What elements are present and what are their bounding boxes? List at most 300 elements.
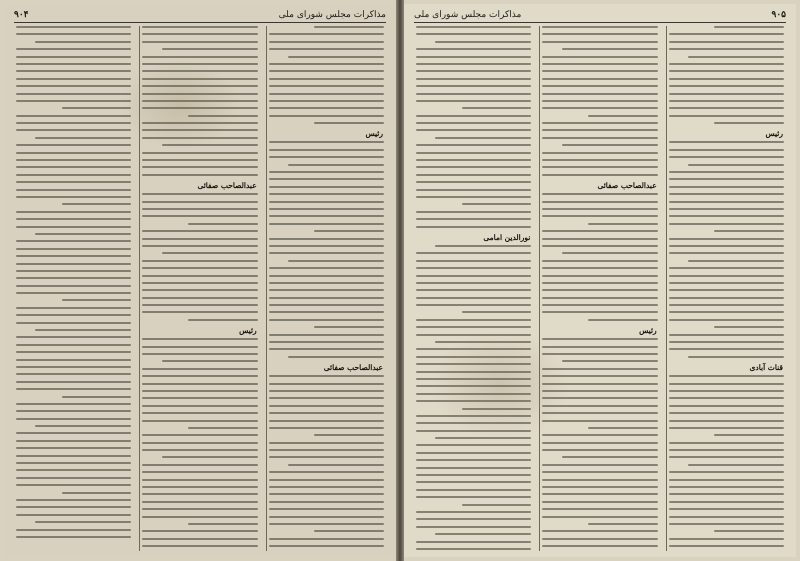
text-line bbox=[269, 341, 384, 343]
text-line bbox=[542, 230, 657, 232]
text-line bbox=[714, 122, 784, 124]
text-line bbox=[269, 516, 384, 518]
text-line bbox=[62, 203, 132, 205]
text-line bbox=[542, 311, 657, 313]
text-line bbox=[542, 412, 657, 414]
text-line bbox=[16, 56, 131, 58]
text-line bbox=[542, 338, 657, 340]
text-line bbox=[669, 348, 784, 350]
text-line bbox=[416, 93, 531, 95]
text-line bbox=[669, 78, 784, 80]
text-line bbox=[314, 530, 384, 532]
text-line bbox=[416, 548, 531, 550]
text-line bbox=[416, 385, 531, 387]
text-line bbox=[416, 252, 531, 254]
text-line bbox=[142, 516, 257, 518]
text-line bbox=[714, 230, 784, 232]
text-line bbox=[269, 63, 384, 65]
text-line bbox=[669, 449, 784, 451]
text-line bbox=[416, 319, 531, 321]
text-line bbox=[16, 122, 131, 124]
text-line bbox=[162, 456, 258, 458]
text-line bbox=[16, 93, 131, 95]
text-line bbox=[669, 456, 784, 458]
speaker-name: رئیس bbox=[365, 129, 383, 139]
text-line bbox=[142, 297, 257, 299]
text-line bbox=[669, 115, 784, 117]
text-line bbox=[62, 299, 132, 301]
text-line bbox=[669, 304, 784, 306]
text-line bbox=[269, 107, 384, 109]
text-line bbox=[542, 538, 657, 540]
text-line bbox=[669, 493, 784, 495]
text-line bbox=[16, 536, 131, 538]
text-line bbox=[542, 375, 657, 377]
text-line bbox=[269, 238, 384, 240]
text-line bbox=[669, 156, 784, 158]
text-line bbox=[16, 277, 131, 279]
text-line bbox=[188, 319, 258, 321]
text-line bbox=[16, 292, 131, 294]
text-line bbox=[269, 456, 384, 458]
text-line bbox=[435, 341, 531, 343]
text-line bbox=[269, 334, 384, 336]
text-line bbox=[542, 405, 657, 407]
text-line bbox=[142, 122, 257, 124]
text-line bbox=[542, 122, 657, 124]
text-line bbox=[142, 449, 257, 451]
text-line bbox=[416, 129, 531, 131]
text-line bbox=[16, 255, 131, 257]
text-line bbox=[142, 383, 257, 385]
text-line bbox=[669, 297, 784, 299]
text-line bbox=[669, 486, 784, 488]
text-line bbox=[542, 508, 657, 510]
text-line bbox=[16, 211, 131, 213]
text-line bbox=[269, 479, 384, 481]
text-line bbox=[669, 420, 784, 422]
text-line bbox=[542, 471, 657, 473]
text-line bbox=[16, 181, 131, 183]
text-line bbox=[16, 381, 131, 383]
text-line bbox=[16, 218, 131, 220]
text-line bbox=[416, 152, 531, 154]
text-line bbox=[142, 434, 257, 436]
text-line bbox=[269, 267, 384, 269]
text-line bbox=[142, 282, 257, 284]
text-line bbox=[269, 156, 384, 158]
text-line bbox=[416, 541, 531, 543]
right-page-title: مذاکرات مجلس شورای ملی bbox=[414, 10, 522, 20]
text-line bbox=[62, 396, 132, 398]
text-line bbox=[416, 518, 531, 520]
text-line bbox=[16, 499, 131, 501]
text-line bbox=[669, 70, 784, 72]
text-line bbox=[142, 530, 257, 532]
text-line bbox=[416, 444, 531, 446]
text-line bbox=[142, 129, 257, 131]
text-line bbox=[542, 238, 657, 240]
text-line bbox=[269, 275, 384, 277]
text-line bbox=[542, 152, 657, 154]
text-line bbox=[542, 501, 657, 503]
text-line bbox=[669, 193, 784, 195]
text-line bbox=[142, 26, 257, 28]
text-line bbox=[142, 93, 257, 95]
text-line bbox=[416, 452, 531, 454]
left-page-title: مذاکرات مجلس شورای ملی bbox=[278, 10, 386, 20]
text-line bbox=[416, 356, 531, 358]
text-line bbox=[142, 508, 257, 510]
text-line bbox=[669, 427, 784, 429]
text-line bbox=[269, 48, 384, 50]
text-line bbox=[435, 137, 531, 139]
text-line bbox=[269, 41, 384, 43]
text-line bbox=[669, 471, 784, 473]
text-line bbox=[142, 208, 257, 210]
text-line bbox=[542, 486, 657, 488]
text-line bbox=[35, 137, 131, 139]
text-line bbox=[16, 248, 131, 250]
text-line bbox=[416, 115, 531, 117]
text-line bbox=[669, 538, 784, 540]
text-line bbox=[142, 464, 257, 466]
text-line bbox=[588, 523, 658, 525]
text-line bbox=[142, 100, 257, 102]
text-line bbox=[269, 493, 384, 495]
text-line bbox=[416, 78, 531, 80]
text-line bbox=[35, 425, 131, 427]
text-line bbox=[269, 390, 384, 392]
text-line bbox=[269, 486, 384, 488]
text-line bbox=[188, 523, 258, 525]
text-line bbox=[269, 215, 384, 217]
text-line bbox=[142, 193, 257, 195]
text-line bbox=[16, 196, 131, 198]
text-line bbox=[588, 319, 658, 321]
text-line bbox=[542, 442, 657, 444]
text-line bbox=[142, 78, 257, 80]
text-line bbox=[435, 533, 531, 535]
text-line bbox=[714, 434, 784, 436]
speaker-name: نورالدین امامی bbox=[483, 232, 531, 242]
text-line bbox=[542, 464, 657, 466]
text-line bbox=[16, 455, 131, 457]
text-line bbox=[142, 56, 257, 58]
text-line bbox=[314, 230, 384, 232]
text-line bbox=[16, 477, 131, 479]
text-line bbox=[288, 356, 384, 358]
text-line bbox=[16, 307, 131, 309]
text-line bbox=[16, 432, 131, 434]
text-line bbox=[669, 141, 784, 143]
text-line bbox=[16, 70, 131, 72]
text-line bbox=[288, 464, 384, 466]
text-line bbox=[462, 311, 532, 313]
text-line bbox=[142, 493, 257, 495]
left-page-number: ۹۰۴ bbox=[14, 10, 29, 20]
text-line bbox=[416, 260, 531, 262]
text-line bbox=[142, 368, 257, 370]
right-page-header bbox=[414, 8, 786, 23]
text-line bbox=[416, 275, 531, 277]
text-line bbox=[142, 412, 257, 414]
text-line bbox=[188, 223, 258, 225]
text-line bbox=[16, 529, 131, 531]
text-line bbox=[142, 353, 257, 355]
text-line bbox=[669, 267, 784, 269]
text-line bbox=[269, 178, 384, 180]
text-line bbox=[142, 479, 257, 481]
text-line bbox=[416, 459, 531, 461]
text-line bbox=[669, 238, 784, 240]
text-line bbox=[142, 107, 257, 109]
text-line bbox=[16, 388, 131, 390]
text-line bbox=[669, 208, 784, 210]
text-line bbox=[416, 334, 531, 336]
text-line bbox=[416, 348, 531, 350]
text-line bbox=[669, 245, 784, 247]
text-line bbox=[16, 78, 131, 80]
text-line bbox=[669, 383, 784, 385]
text-line bbox=[416, 48, 531, 50]
text-line bbox=[688, 464, 784, 466]
text-line bbox=[416, 70, 531, 72]
text-line bbox=[669, 93, 784, 95]
text-line bbox=[542, 260, 657, 262]
text-line bbox=[142, 245, 257, 247]
text-line bbox=[669, 341, 784, 343]
text-line bbox=[16, 410, 131, 412]
text-line bbox=[669, 178, 784, 180]
text-line bbox=[416, 33, 531, 35]
text-line bbox=[288, 164, 384, 166]
text-line bbox=[16, 240, 131, 242]
text-line bbox=[435, 41, 531, 43]
speaker-name: عبدالصاحب صفائی bbox=[323, 363, 383, 373]
text-line bbox=[35, 233, 131, 235]
text-line bbox=[416, 226, 531, 228]
text-line bbox=[542, 297, 657, 299]
text-line bbox=[542, 346, 657, 348]
text-line bbox=[142, 201, 257, 203]
text-line bbox=[269, 420, 384, 422]
text-line bbox=[16, 469, 131, 471]
text-line bbox=[669, 479, 784, 481]
text-line bbox=[416, 297, 531, 299]
text-line bbox=[269, 141, 384, 143]
text-line bbox=[16, 447, 131, 449]
text-line bbox=[16, 506, 131, 508]
text-line bbox=[269, 412, 384, 414]
text-line bbox=[269, 85, 384, 87]
text-line bbox=[16, 100, 131, 102]
text-line bbox=[542, 420, 657, 422]
text-line bbox=[142, 267, 257, 269]
text-line bbox=[435, 437, 531, 439]
speaker-name: قنات آبادی bbox=[749, 363, 783, 373]
text-line bbox=[269, 208, 384, 210]
text-line bbox=[16, 336, 131, 338]
text-line bbox=[16, 270, 131, 272]
text-line bbox=[16, 85, 131, 87]
text-line bbox=[188, 115, 258, 117]
text-line bbox=[269, 201, 384, 203]
text-line bbox=[416, 159, 531, 161]
text-line bbox=[16, 440, 131, 442]
text-line bbox=[269, 501, 384, 503]
speaker-name: رئیس bbox=[639, 326, 657, 336]
text-line bbox=[669, 501, 784, 503]
right-column bbox=[414, 26, 533, 551]
text-line bbox=[542, 479, 657, 481]
text-line bbox=[142, 238, 257, 240]
text-line bbox=[416, 363, 531, 365]
text-line bbox=[142, 85, 257, 87]
text-line bbox=[142, 390, 257, 392]
text-line bbox=[714, 530, 784, 532]
right-column bbox=[539, 26, 659, 551]
text-line bbox=[269, 289, 384, 291]
text-line bbox=[542, 304, 657, 306]
text-line bbox=[669, 405, 784, 407]
text-line bbox=[416, 26, 531, 28]
text-line bbox=[688, 164, 784, 166]
text-line bbox=[416, 526, 531, 528]
text-line bbox=[142, 311, 257, 313]
text-line bbox=[669, 107, 784, 109]
text-line bbox=[669, 63, 784, 65]
text-line bbox=[269, 70, 384, 72]
text-line bbox=[669, 149, 784, 151]
text-line bbox=[269, 427, 384, 429]
text-line bbox=[142, 230, 257, 232]
text-line bbox=[142, 420, 257, 422]
text-line bbox=[269, 508, 384, 510]
speaker-name: عبدالصاحب صفائی bbox=[597, 181, 657, 191]
text-line bbox=[416, 289, 531, 291]
text-line bbox=[16, 484, 131, 486]
text-line bbox=[462, 107, 532, 109]
text-line bbox=[416, 189, 531, 191]
text-line bbox=[542, 33, 657, 35]
text-line bbox=[542, 245, 657, 247]
text-line bbox=[588, 223, 658, 225]
text-line bbox=[269, 471, 384, 473]
right-column bbox=[666, 26, 786, 551]
text-line bbox=[669, 523, 784, 525]
text-line bbox=[269, 78, 384, 80]
text-line bbox=[142, 174, 257, 176]
text-line bbox=[542, 282, 657, 284]
left-column bbox=[266, 26, 386, 551]
left-page bbox=[4, 4, 396, 557]
text-line bbox=[669, 390, 784, 392]
text-line bbox=[16, 152, 131, 154]
text-line bbox=[188, 427, 258, 429]
left-column bbox=[14, 26, 133, 551]
text-line bbox=[416, 63, 531, 65]
text-line bbox=[416, 415, 531, 417]
text-line bbox=[669, 545, 784, 547]
text-line bbox=[542, 267, 657, 269]
text-line bbox=[269, 545, 384, 547]
text-line bbox=[269, 397, 384, 399]
text-line bbox=[542, 85, 657, 87]
text-line bbox=[314, 26, 384, 28]
text-line bbox=[416, 378, 531, 380]
text-line bbox=[542, 390, 657, 392]
text-line bbox=[542, 545, 657, 547]
text-line bbox=[669, 215, 784, 217]
text-line bbox=[16, 48, 131, 50]
text-line bbox=[542, 129, 657, 131]
text-line bbox=[269, 245, 384, 247]
text-line bbox=[462, 504, 532, 506]
text-line bbox=[562, 48, 658, 50]
text-line bbox=[542, 449, 657, 451]
text-line bbox=[16, 285, 131, 287]
text-line bbox=[416, 304, 531, 306]
text-line bbox=[669, 201, 784, 203]
text-line bbox=[142, 538, 257, 540]
text-line bbox=[416, 467, 531, 469]
text-line bbox=[416, 100, 531, 102]
text-line bbox=[416, 122, 531, 124]
text-line bbox=[688, 56, 784, 58]
text-line bbox=[269, 442, 384, 444]
text-line bbox=[16, 462, 131, 464]
text-line bbox=[416, 166, 531, 168]
text-line bbox=[16, 63, 131, 65]
text-line bbox=[16, 144, 131, 146]
text-line bbox=[142, 486, 257, 488]
text-line bbox=[416, 56, 531, 58]
text-line bbox=[16, 366, 131, 368]
left-page-columns bbox=[14, 26, 386, 551]
text-line bbox=[142, 442, 257, 444]
text-line bbox=[669, 334, 784, 336]
speaker-name: رئیس bbox=[765, 129, 783, 139]
text-line bbox=[16, 322, 131, 324]
text-line bbox=[416, 218, 531, 220]
text-line bbox=[416, 211, 531, 213]
text-line bbox=[562, 360, 658, 362]
text-line bbox=[714, 26, 784, 28]
text-line bbox=[16, 33, 131, 35]
text-line bbox=[142, 346, 257, 348]
text-line bbox=[269, 193, 384, 195]
text-line bbox=[669, 319, 784, 321]
text-line bbox=[669, 275, 784, 277]
text-line bbox=[416, 489, 531, 491]
text-line bbox=[142, 137, 257, 139]
text-line bbox=[269, 319, 384, 321]
text-line bbox=[269, 33, 384, 35]
text-line bbox=[669, 48, 784, 50]
text-line bbox=[16, 359, 131, 361]
text-line bbox=[314, 122, 384, 124]
text-line bbox=[269, 186, 384, 188]
text-line bbox=[416, 400, 531, 402]
text-line bbox=[416, 282, 531, 284]
text-line bbox=[269, 523, 384, 525]
text-line bbox=[142, 375, 257, 377]
text-line bbox=[162, 144, 258, 146]
text-line bbox=[669, 375, 784, 377]
text-line bbox=[269, 223, 384, 225]
text-line bbox=[542, 26, 657, 28]
